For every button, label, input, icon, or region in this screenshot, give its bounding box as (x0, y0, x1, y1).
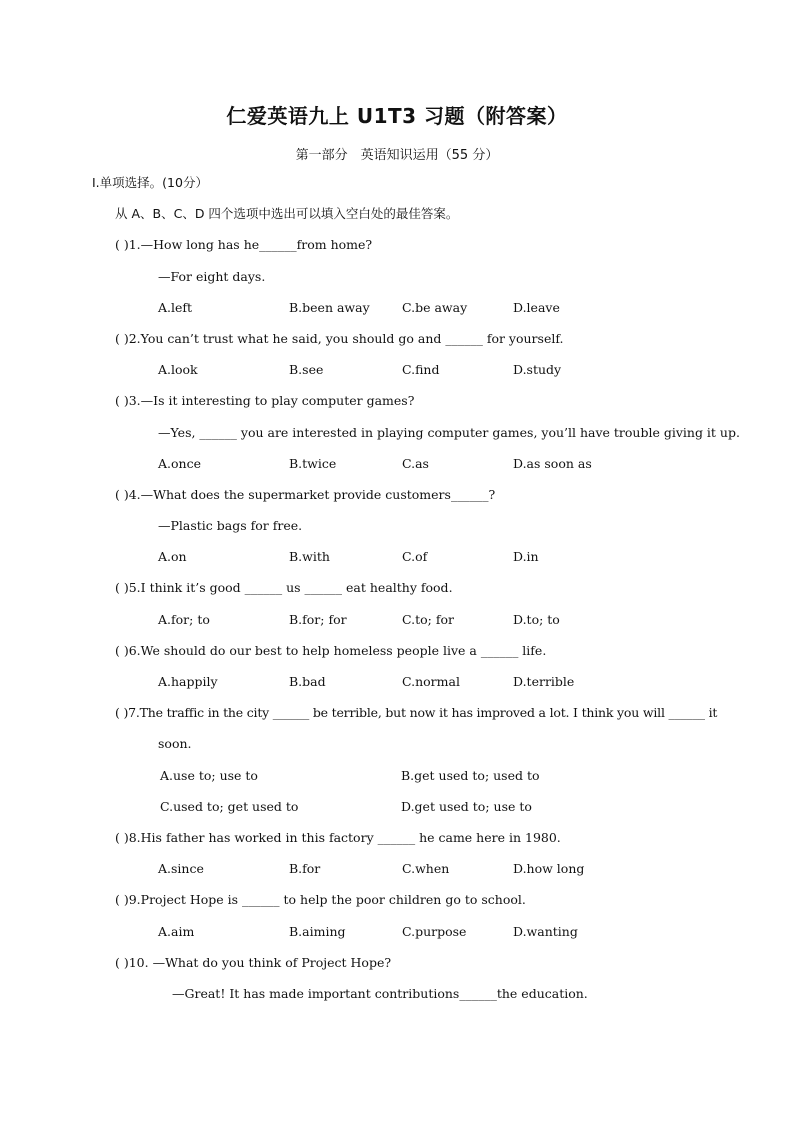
question-7-option-a: A.use to; use to (160, 768, 258, 783)
question-7-option-d: D.get used to; use to (401, 799, 532, 814)
question-5-option-d: D.to; to (513, 612, 560, 627)
question-9-stem: ( )9.Project Hope is ______ to help the poor children go to school. (115, 892, 526, 907)
question-8-option-a: A.since (158, 861, 204, 876)
question-10-reply: —Great! It has made important contributions______the education. (172, 986, 588, 1001)
question-8-option-b: B.for (289, 861, 321, 876)
question-10-stem: ( )10. —What do you think of Project Hope? (115, 955, 392, 970)
page-subtitle: 第一部分 英语知识运用（55 分） (295, 148, 499, 163)
question-4-reply: —Plastic bags for free. (158, 518, 303, 533)
question-1-option-b: B.been away (289, 300, 370, 315)
question-3-stem: ( )3.—Is it interesting to play computer games? (115, 393, 415, 408)
question-2-option-c: C.find (402, 362, 440, 377)
question-8-stem: ( )8.His father has worked in this factory ______ he came here in 1980. (115, 830, 561, 845)
question-4-option-b: B.with (289, 549, 330, 564)
question-1-option-d: D.leave (513, 300, 560, 315)
page-title: 仁爱英语九上 U1T3 习题（附答案） (226, 104, 568, 128)
section-heading: Ⅰ.单项选择。(10分） (92, 175, 208, 190)
question-3-reply: —Yes, ______ you are interested in playing computer games, you’ll have trouble giving it up. (158, 425, 740, 440)
question-6-stem: ( )6.We should do our best to help homeless people live a ______ life. (115, 643, 547, 658)
question-4-option-d: D.in (513, 549, 539, 564)
question-9-option-b: B.aiming (289, 924, 346, 939)
question-7-option-b: B.get used to; used to (401, 768, 540, 783)
question-7-option-c: C.used to; get used to (160, 799, 299, 814)
question-6-option-d: D.terrible (513, 674, 575, 689)
question-5-option-b: B.for; for (289, 612, 347, 627)
question-3-option-a: A.once (158, 456, 201, 471)
question-5-stem: ( )5.I think it’s good ______ us ______ eat healthy food. (115, 580, 453, 595)
section-instruction: 从 A、B、C、D 四个选项中选出可以填入空白处的最佳答案。 (115, 206, 459, 221)
question-7-continuation: soon. (158, 736, 192, 751)
question-1-option-c: C.be away (402, 300, 468, 315)
question-4-stem: ( )4.—What does the supermarket provide customers______? (115, 487, 496, 502)
question-7-stem: ( )7.The traffic in the city ______ be terrible, but now it has improved a lot. I think you will ______ it (115, 705, 718, 720)
question-1-option-a: A.left (158, 300, 193, 315)
question-1-reply: —For eight days. (158, 269, 266, 284)
question-8-option-c: C.when (402, 861, 450, 876)
question-3-option-b: B.twice (289, 456, 337, 471)
question-5-option-a: A.for; to (158, 612, 210, 627)
question-6-option-b: B.bad (289, 674, 326, 689)
question-9-option-c: C.purpose (402, 924, 467, 939)
question-1-stem: ( )1.—How long has he______from home? (115, 237, 373, 252)
question-5-option-c: C.to; for (402, 612, 454, 627)
question-2-option-d: D.study (513, 362, 562, 377)
question-6-option-c: C.normal (402, 674, 460, 689)
question-4-option-a: A.on (158, 549, 187, 564)
question-8-option-d: D.how long (513, 861, 585, 876)
question-9-option-d: D.wanting (513, 924, 578, 939)
question-6-option-a: A.happily (158, 674, 218, 689)
question-4-option-c: C.of (402, 549, 428, 564)
question-9-option-a: A.aim (158, 924, 195, 939)
question-3-option-d: D.as soon as (513, 456, 592, 471)
question-2-stem: ( )2.You can’t trust what he said, you should go and ______ for yourself. (115, 331, 564, 346)
question-3-option-c: C.as (402, 456, 429, 471)
question-2-option-b: B.see (289, 362, 324, 377)
question-2-option-a: A.look (158, 362, 198, 377)
